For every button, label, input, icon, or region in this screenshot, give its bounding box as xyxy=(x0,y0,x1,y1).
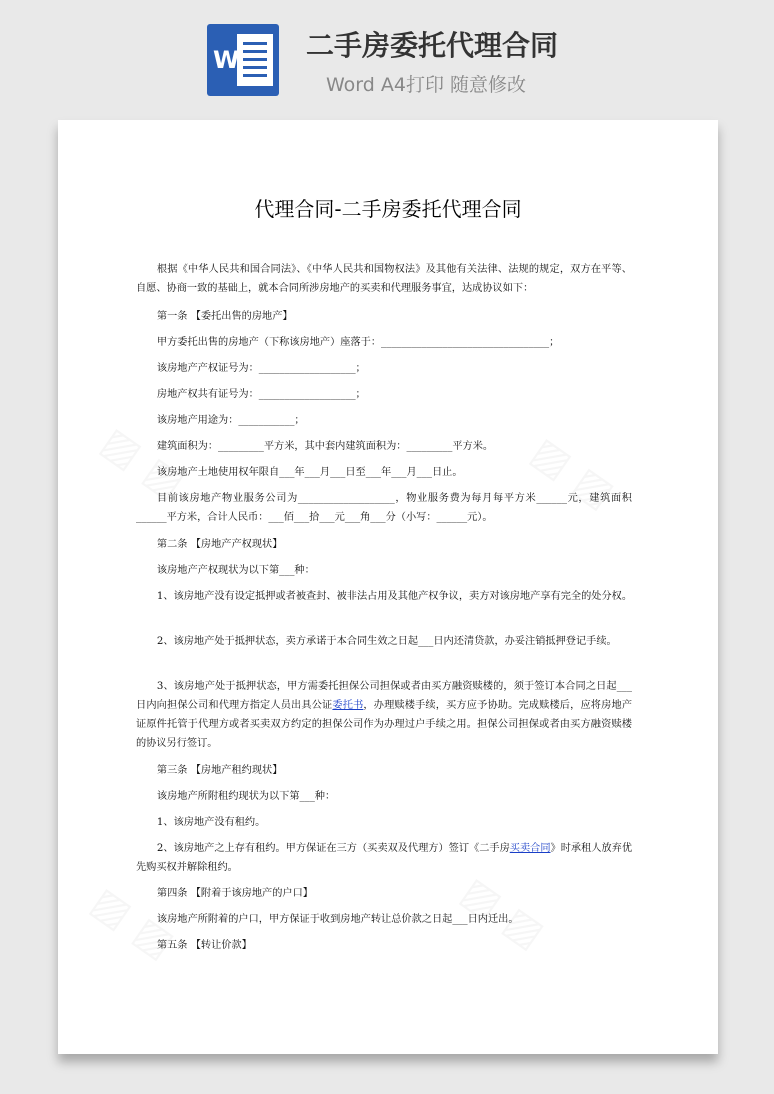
power-of-attorney-link[interactable]: 委托书 xyxy=(332,700,364,711)
paragraph xyxy=(136,839,632,877)
paragraph: 1、该房地产没有租约。 xyxy=(156,817,266,828)
word-icon xyxy=(207,24,279,96)
paragraph: 该房地产所附着的户口，甲方保证于收到房地产转让总价款之日起___日内迁出。 xyxy=(156,914,519,925)
intro-paragraph: 根据《中华人民共和国合同法》、《中华人民共和国物权法》及其他有关法律、法规的规定，双方在平等、自愿、协商一致的基础上，就本合同所涉房地产的买卖和代理服务事宜，达成协议如下： xyxy=(136,264,632,294)
document-title: 代理合同-二手房委托代理合同 xyxy=(254,197,522,221)
document-page xyxy=(58,120,718,1054)
header xyxy=(0,0,774,118)
text-run: ，办理赎楼手续，买方应予协助。完成赎楼后，应将房地产证原件托管于代理方或者买卖双方约定的担保公司作为办理过户手续之用。担保公司担保或者由买方融资赎楼的协议另行签订。 xyxy=(136,700,633,749)
paragraph: 该房地产用途为：___________； xyxy=(156,415,305,426)
paragraph: 该房地产所附租约现状为以下第___种： xyxy=(156,791,336,802)
text-run: 2、该房地产之上存有租约。甲方保证在三方（买卖双及代理方）签订《二手房 xyxy=(156,843,510,854)
article-4-heading: 第四条 【附着于该房地产的户口】 xyxy=(156,888,313,899)
paragraph: 2、该房地产处于抵押状态，卖方承诺于本合同生效之日起___日内还清贷款，办妥注销抵押登记手续。 xyxy=(156,636,617,647)
text-run: 》时承租人放弃优先购买权并解除租约。 xyxy=(136,843,633,873)
article-2-heading: 第二条 【房地产产权现状】 xyxy=(156,539,283,550)
header-title: 二手房委托代理合同 xyxy=(306,29,559,62)
paragraph: 甲方委托出售的房地产（下称该房地产）座落于：_________________________________； xyxy=(156,337,560,348)
article-1-heading: 第一条 【委托出售的房地产】 xyxy=(156,311,293,322)
paragraph: 房地产权共有证号为：___________________； xyxy=(156,389,366,400)
paragraph: 建筑面积为：_________平方米，其中套内建筑面积为：_________平方米。 xyxy=(156,441,494,452)
paragraph: 1、该房地产没有设定抵押或者被查封、被非法占用及其他产权争议，卖方对该房地产享有完全的处分权。 xyxy=(156,591,633,602)
paragraph xyxy=(136,677,632,753)
text-run: 3、该房地产处于抵押状态，甲方需委托担保公司担保或者由买方融资赎楼的，须于签订本合同之日起___日内向担保公司和代理方指定人员出具公证 xyxy=(136,681,632,711)
paragraph: 目前该房地产物业服务公司为___________________，物业服务费为每月每平方米______元，建筑面积 ______平方米，合计人民币：___佰___拾___元___角___分（小写：______元）。 xyxy=(136,493,632,523)
app-letter: W xyxy=(213,46,240,74)
article-3-heading: 第三条 【房地产租约现状】 xyxy=(156,765,283,776)
article-5-heading: 第五条 【转让价款】 xyxy=(156,940,252,951)
paragraph: 该房地产产权证号为：___________________； xyxy=(156,363,366,374)
paragraph: 该房地产产权现状为以下第___种： xyxy=(156,565,315,576)
sales-contract-link[interactable]: 买卖合同 xyxy=(509,843,551,854)
header-subtitle: Word A4打印 随意修改 xyxy=(326,74,527,96)
paragraph: 该房地产土地使用权年限自___年___月___日至___年___月___日止。 xyxy=(156,467,463,478)
